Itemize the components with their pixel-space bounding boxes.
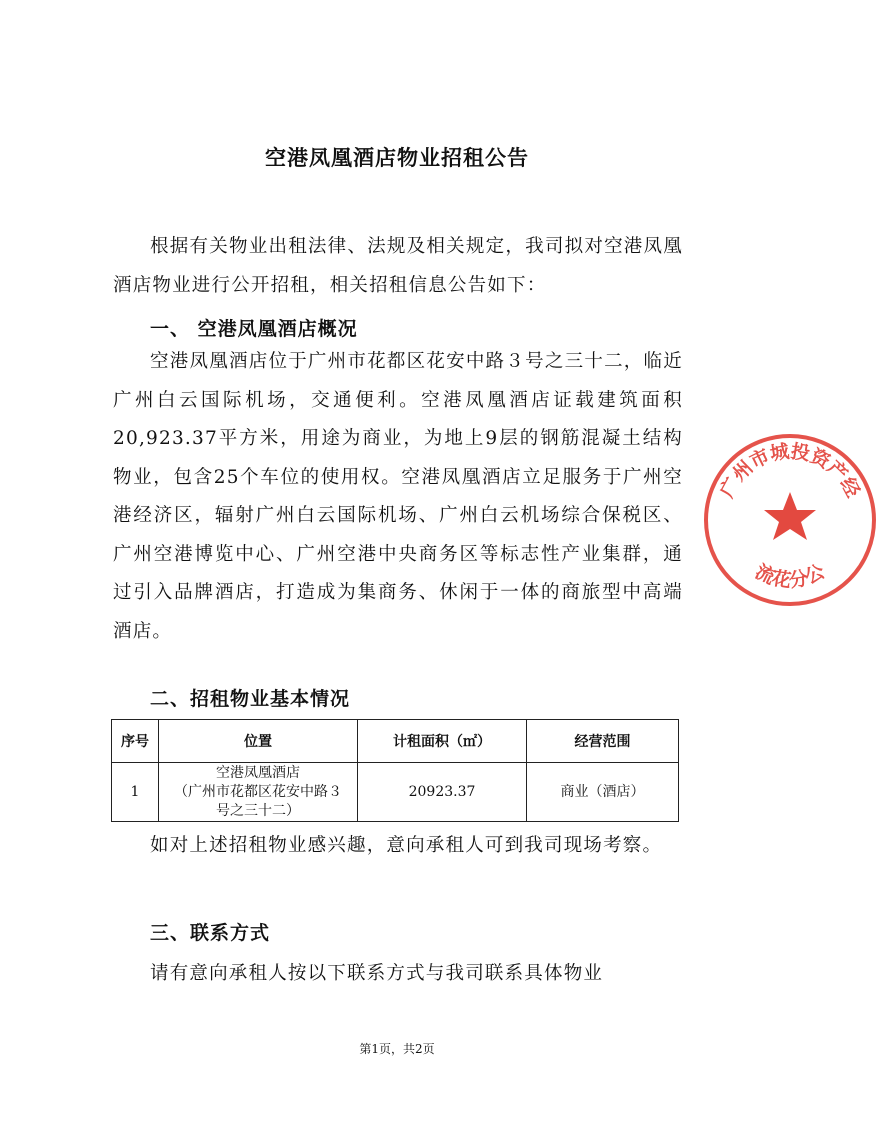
header-scope: 经营范围: [527, 720, 679, 763]
header-area: 计租面积（㎡）: [358, 720, 527, 763]
header-index: 序号: [112, 720, 159, 763]
section1-heading: 一、 空港凤凰酒店概况: [150, 318, 358, 340]
section2-heading: 二、招租物业基本情况: [150, 688, 351, 710]
table-row: [112, 763, 679, 822]
intro-paragraph: 根据有关物业出租法律、法规及相关规定，我司拟对空港凤凰酒店物业进行公开招租，相关招租信息公告如下：: [113, 236, 683, 296]
cell-location: [159, 763, 358, 822]
after-table-paragraph: 如对上述招租物业感兴趣，意向承租人可到我司现场考察。: [150, 835, 663, 856]
page-footer: 第1页，共2页: [359, 1042, 435, 1056]
cell-index: 1: [112, 763, 159, 822]
cell-scope: 商业（酒店）: [527, 763, 679, 822]
section1-paragraph: 空港凤凰酒店位于广州市花都区花安中路３号之三十二，临近广州白云国际机场，交通便利。空港凤凰酒店证载建筑面积20,923.37平方米，用途为商业，为地上9层的钢筋混凝土结构物业，包含25个车位的使用权。空港凤凰酒店立足服务于广州空港经济区，辐射广州白云国际机场、广州白云机场综合保税区、广州空港博览中心、广州空港中央商务区等标志性产业集群，通过引入品牌酒店，打造成为集商务、休闲于一体的商旅型中高端酒店。: [113, 351, 683, 642]
seal-text-top: 广州市城投资产经: [715, 440, 865, 502]
section3-paragraph: 请有意向承租人按以下联系方式与我司联系具体物业: [150, 963, 604, 984]
seal-star-icon: [764, 492, 816, 540]
location-line: 号之三十二）: [216, 802, 300, 819]
location-line: （广州市花都区花安中路３: [174, 783, 342, 800]
table-header-row: [112, 720, 679, 763]
header-location: 位置: [159, 720, 358, 763]
location-line: 空港凤凰酒店: [216, 764, 300, 781]
section3-heading: 三、联系方式: [150, 922, 271, 944]
cell-area: 20923.37: [358, 763, 527, 822]
seal-text-bottom: 流花分公: [751, 560, 829, 593]
company-seal: [700, 430, 880, 610]
lease-table: [111, 719, 679, 822]
document-title: 空港凤凰酒店物业招租公告: [265, 146, 529, 170]
